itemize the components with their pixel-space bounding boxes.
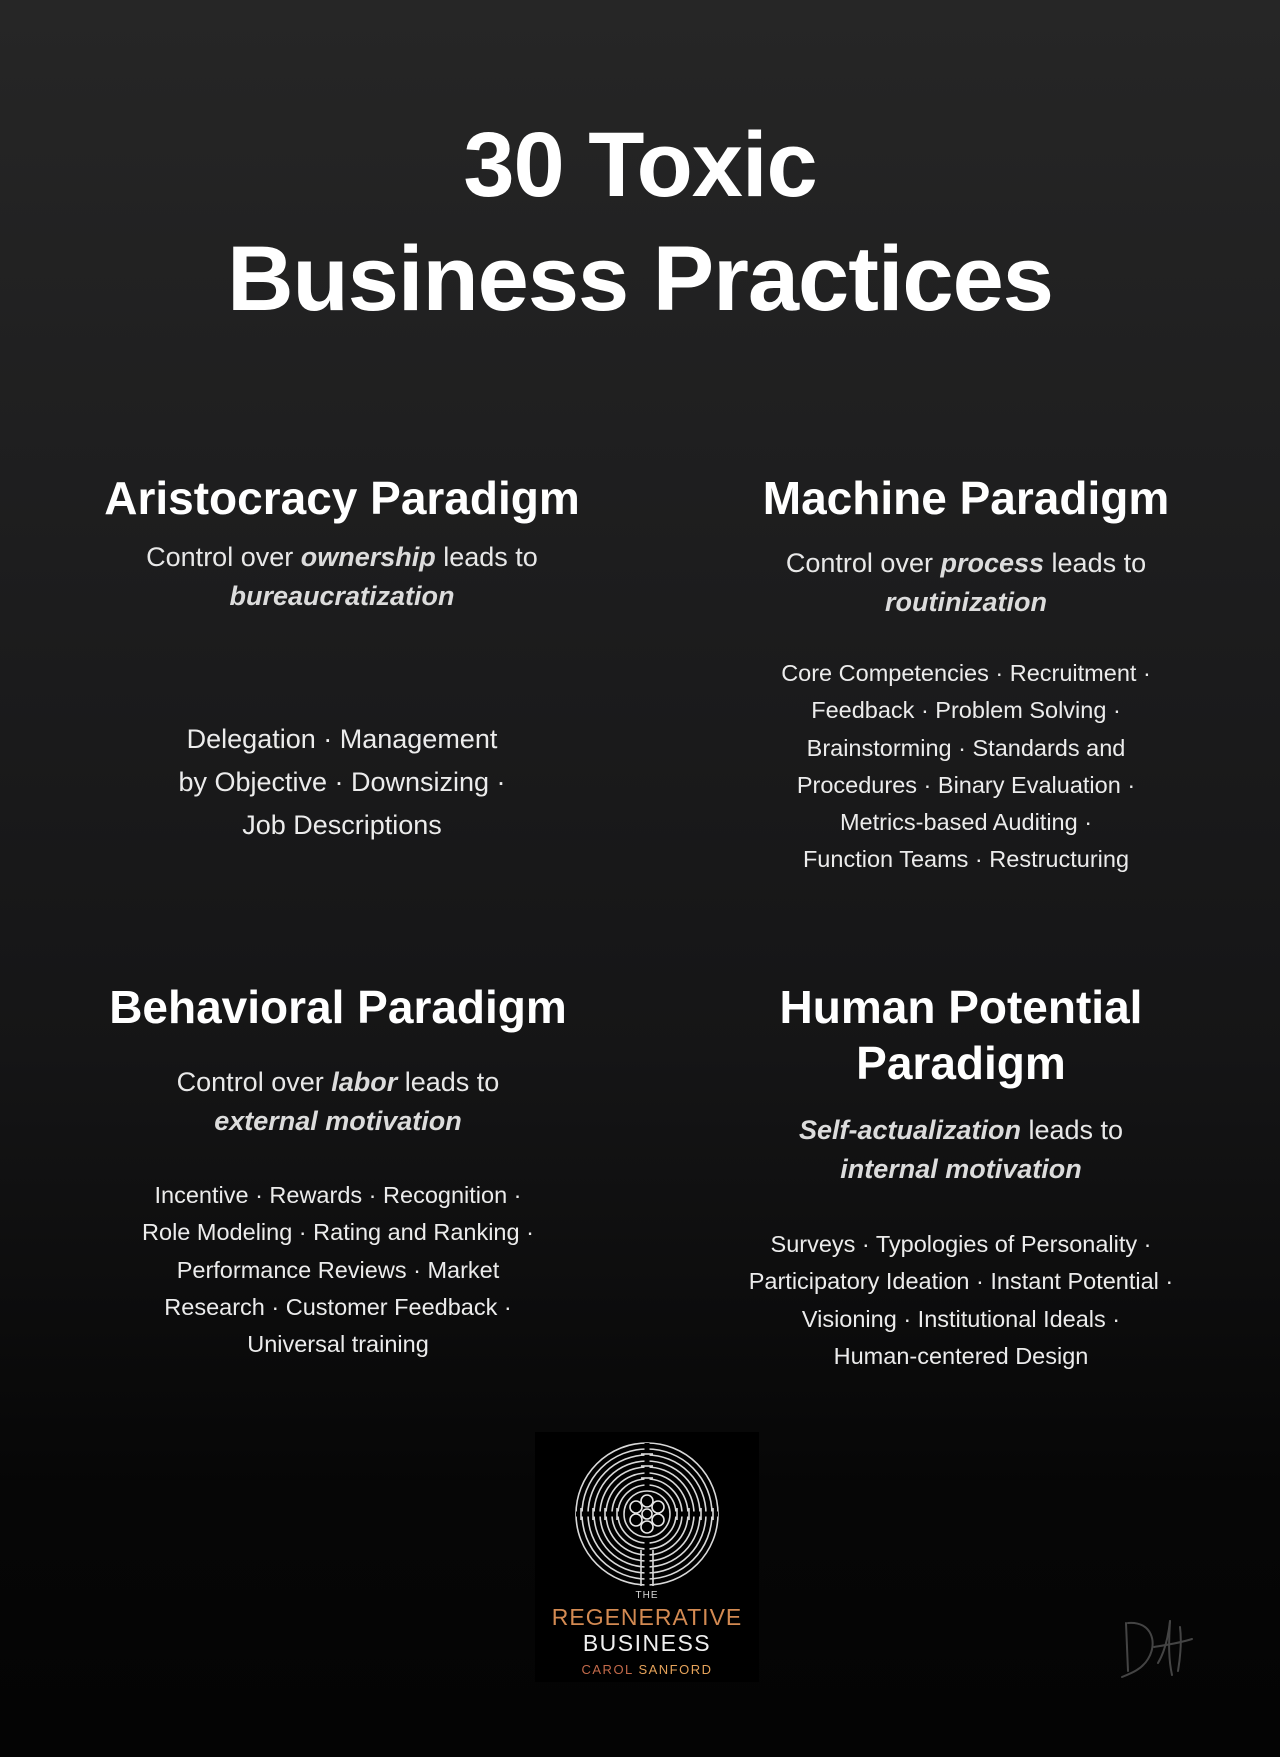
panel-tagline	[681, 1111, 1241, 1189]
tagline-outcome: internal motivation	[840, 1154, 1082, 1184]
practices-line: Feedback · Problem Solving ·	[811, 697, 1121, 724]
tagline-outcome: bureaucratization	[229, 581, 455, 611]
practices-line: Core Competencies · Recruitment ·	[781, 660, 1151, 686]
practices-line: Surveys · Typologies of Personality ·	[770, 1231, 1152, 1257]
panel-heading	[62, 470, 622, 526]
practices-line: Role Modeling · Rating and Ranking ·	[142, 1219, 534, 1246]
tagline-focus: process	[940, 548, 1045, 578]
author-last-name: SANFORD	[638, 1662, 713, 1677]
book-cover	[535, 1432, 759, 1682]
heading-line: Paradigm	[856, 1037, 1066, 1089]
tagline-connector: leads to	[397, 1067, 500, 1097]
practices-line: by Objective · Downsizing ·	[178, 767, 506, 797]
signature-mark	[1118, 1613, 1196, 1683]
practices-line: Incentive · Rewards · Recognition ·	[154, 1182, 522, 1208]
practices-line: Visioning · Institutional Ideals ·	[801, 1305, 1121, 1332]
tagline-connector: leads to	[1020, 1115, 1124, 1145]
practices-line: Metrics-based Auditing ·	[839, 809, 1093, 836]
practices-line: Performance Reviews · Market	[176, 1256, 500, 1283]
practices-line: Universal training	[247, 1331, 429, 1358]
machine-paradigm-panel	[686, 470, 1246, 879]
panel-tagline	[62, 538, 622, 616]
panel-tagline	[686, 544, 1246, 622]
practices-list	[686, 655, 1246, 879]
book-author	[535, 1662, 759, 1677]
panel-heading	[686, 470, 1246, 526]
practices-list	[62, 718, 622, 847]
practices-line: Function Teams · Restructuring	[802, 846, 1130, 873]
practices-line: Participatory Ideation · Instant Potential ·	[748, 1268, 1174, 1295]
practices-line: Job Descriptions	[242, 810, 442, 840]
panel-heading	[58, 979, 618, 1035]
tagline-connector: leads to	[1044, 548, 1147, 578]
practices-list	[681, 1226, 1241, 1375]
practices-line: Procedures · Binary Evaluation ·	[796, 771, 1136, 798]
tagline-prefix: Control over	[176, 1067, 332, 1097]
tagline-outcome: routinization	[885, 587, 1047, 617]
panel-heading	[681, 979, 1241, 1091]
heading-line: Human Potential	[779, 981, 1143, 1033]
tagline-outcome: external motivation	[214, 1106, 462, 1136]
heading-line: Machine Paradigm	[762, 472, 1170, 524]
book-title-line-2: BUSINESS	[582, 1630, 712, 1656]
practices-line: Brainstorming · Standards and	[806, 734, 1126, 761]
tagline-focus: ownership	[300, 542, 436, 572]
practices-line: Research · Customer Feedback ·	[164, 1293, 512, 1320]
panel-tagline	[58, 1063, 618, 1141]
tagline-prefix: Control over	[785, 548, 941, 578]
book-title-article: THE	[635, 1590, 659, 1601]
tagline-focus: Self-actualization	[798, 1115, 1021, 1145]
practices-line: Human-centered Design	[833, 1342, 1089, 1369]
title-line-2: Business Practices	[227, 228, 1053, 330]
aristocracy-paradigm-panel	[62, 470, 622, 847]
practices-list	[58, 1177, 618, 1363]
labyrinth-icon	[573, 1440, 721, 1588]
behavioral-paradigm-panel	[58, 979, 618, 1363]
practices-line: Delegation · Management	[186, 724, 498, 754]
page-title	[0, 108, 1280, 336]
book-title-line-1: REGENERATIVE	[551, 1604, 743, 1630]
heading-line: Aristocracy Paradigm	[104, 472, 580, 524]
author-first-name: CAROL	[581, 1662, 634, 1677]
tagline-prefix: Control over	[146, 542, 301, 572]
human-potential-paradigm-panel	[681, 979, 1241, 1375]
title-line-1: 30 Toxic	[463, 114, 817, 216]
heading-line: Behavioral Paradigm	[109, 981, 567, 1033]
tagline-connector: leads to	[435, 542, 538, 572]
tagline-focus: labor	[331, 1067, 398, 1097]
